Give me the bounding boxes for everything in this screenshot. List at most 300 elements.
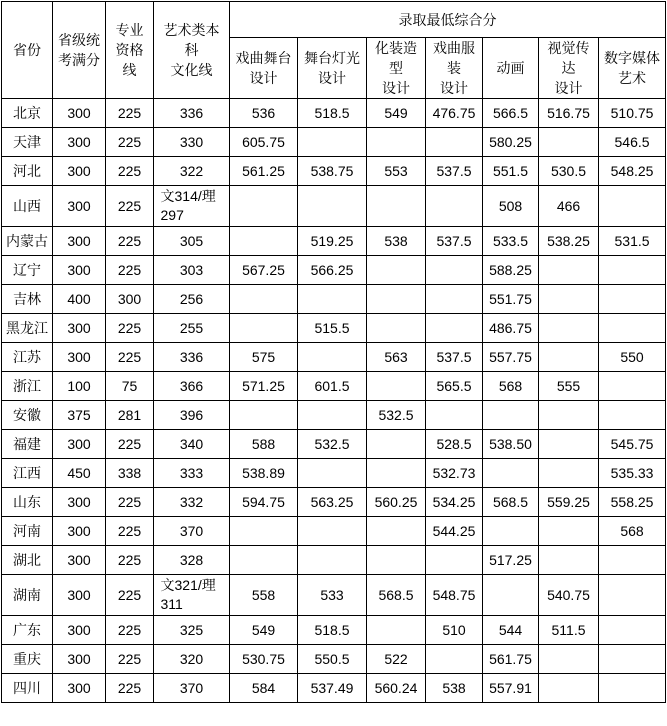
full-score-cell: [53, 186, 106, 227]
score-cell-stage-lighting-design: [298, 157, 367, 186]
score-cell-makeup-design-value: 568.5: [378, 586, 414, 603]
score-cell-digital-media-art: [599, 157, 666, 186]
culture-line-cell: [154, 285, 230, 314]
qualification-line-cell: [106, 372, 154, 401]
score-cell-animation-value: 544: [498, 621, 523, 638]
culture-line-cell: [154, 575, 230, 616]
score-cell-makeup-design: [367, 430, 426, 459]
culture-line-cell: [154, 459, 230, 488]
score-cell-opera-costume-design: [426, 674, 483, 703]
qualification-line-cell: [106, 674, 154, 703]
score-cell-makeup-design-value: 553: [384, 162, 408, 179]
score-cell-opera-stage-design: [230, 128, 298, 157]
province-cell: [2, 517, 53, 546]
score-cell-opera-stage-design-value: 575: [251, 348, 276, 365]
score-cell-opera-stage-design: [230, 285, 298, 314]
score-cell-makeup-design: [367, 343, 426, 372]
score-cell-opera-costume-design: [426, 314, 483, 343]
full-score-cell: [53, 157, 106, 186]
score-cell-digital-media-art-value: 546.5: [614, 133, 650, 150]
score-cell-opera-stage-design: [230, 488, 298, 517]
province-cell-value: 辽宁: [13, 261, 41, 278]
header-culture-line-line: 科: [184, 42, 199, 58]
score-cell-stage-lighting-design-value: 601.5: [314, 377, 350, 394]
header-major-visual-communication-design: [539, 38, 599, 99]
province-cell-value: 山西: [13, 197, 41, 214]
score-cell-opera-costume-design: [426, 430, 483, 459]
score-cell-opera-stage-design-value: 594.75: [242, 493, 285, 510]
score-cell-digital-media-art: [599, 430, 666, 459]
score-cell-visual-communication-design: [539, 372, 599, 401]
header-major-line: 艺术: [618, 70, 647, 86]
score-cell-animation-value: 557.91: [489, 679, 532, 696]
score-cell-stage-lighting-design: [298, 372, 367, 401]
province-cell: [2, 546, 53, 575]
table-row: [2, 430, 666, 459]
score-cell-opera-costume-design-value: 537.5: [436, 348, 472, 365]
header-culture-line-line: 文化线: [170, 62, 213, 78]
score-cell-stage-lighting-design-value: 537.49: [310, 679, 354, 696]
score-cell-makeup-design-value: 549: [384, 104, 408, 121]
score-cell-animation: [483, 459, 539, 488]
full-score-cell: [53, 546, 106, 575]
province-cell-value: 黑龙江: [6, 319, 48, 336]
score-cell-opera-stage-design-value: 558: [251, 586, 276, 603]
culture-line-cell-value: 255: [179, 319, 204, 336]
culture-line-cell-value: 305: [179, 232, 204, 249]
qualification-line-cell: [106, 186, 154, 227]
score-cell-opera-costume-design: [426, 186, 483, 227]
score-cell-opera-costume-design: [426, 645, 483, 674]
score-cell-opera-stage-design: [230, 575, 298, 616]
header-qualification-line-line: 资格: [115, 42, 144, 58]
culture-line-cell: [154, 157, 230, 186]
score-cell-makeup-design: [367, 674, 426, 703]
score-cell-opera-costume-design-value: 476.75: [432, 104, 476, 121]
score-cell-stage-lighting-design: [298, 99, 367, 128]
header-full-score: [53, 2, 106, 99]
qualification-line-cell-value: 281: [117, 406, 142, 423]
score-cell-visual-communication-design-value: 559.25: [547, 493, 590, 510]
table-row: [2, 645, 666, 674]
header-full-score-line: 省级统: [58, 32, 100, 48]
score-cell-visual-communication-design: [539, 674, 599, 703]
full-score-cell: [53, 256, 106, 285]
header-major-line: 设计: [249, 70, 278, 86]
province-cell: [2, 616, 53, 645]
culture-line-cell-value: 370: [179, 679, 204, 696]
score-cell-animation-value: 533.5: [492, 232, 529, 249]
province-cell: [2, 372, 53, 401]
qualification-line-cell-value: 225: [117, 493, 142, 510]
score-cell-opera-stage-design: [230, 401, 298, 430]
table-row: [2, 372, 666, 401]
score-cell-opera-stage-design: [230, 343, 298, 372]
full-score-cell-value: 400: [67, 290, 91, 307]
score-cell-opera-costume-design: [426, 128, 483, 157]
qualification-line-cell-value: 225: [117, 586, 142, 603]
score-cell-visual-communication-design: [539, 401, 599, 430]
full-score-cell: [53, 645, 106, 674]
qualification-line-cell: [106, 128, 154, 157]
score-cell-opera-stage-design-value: 530.75: [242, 650, 285, 667]
score-cell-makeup-design: [367, 488, 426, 517]
score-cell-digital-media-art: [599, 314, 666, 343]
score-cell-digital-media-art: [599, 99, 666, 128]
qualification-line-cell: [106, 256, 154, 285]
score-cell-stage-lighting-design-value: 550.5: [314, 650, 350, 667]
province-cell-value: 天津: [13, 133, 41, 150]
score-cell-makeup-design-value: 522: [384, 650, 408, 667]
score-cell-visual-communication-design-value: 555: [556, 377, 581, 394]
score-cell-visual-communication-design: [539, 314, 599, 343]
score-cell-stage-lighting-design: [298, 674, 367, 703]
score-cell-animation: [483, 401, 539, 430]
header-province: [2, 2, 53, 99]
qualification-line-cell-value: 225: [117, 261, 142, 278]
score-cell-opera-costume-design-value: 537.5: [436, 162, 472, 179]
qualification-line-cell-value: 225: [117, 133, 142, 150]
province-cell-value: 山东: [13, 493, 41, 510]
culture-line-cell: [154, 488, 230, 517]
culture-line-cell-value: 文314/理297: [160, 188, 216, 223]
score-cell-stage-lighting-design-value: 519.25: [310, 232, 354, 249]
score-cell-opera-costume-design: [426, 372, 483, 401]
score-cell-opera-costume-design: [426, 227, 483, 256]
table-row: [2, 157, 666, 186]
header-province-label: 省份: [13, 42, 41, 58]
culture-line-cell-value: 322: [179, 162, 204, 179]
score-cell-stage-lighting-design: [298, 128, 367, 157]
score-cell-animation: [483, 256, 539, 285]
score-cell-animation-value: 580.25: [489, 133, 532, 150]
score-cell-animation-value: 486.75: [489, 319, 532, 336]
score-cell-digital-media-art: [599, 285, 666, 314]
qualification-line-cell: [106, 314, 154, 343]
score-cell-stage-lighting-design-value: 518.5: [314, 104, 350, 121]
score-cell-makeup-design: [367, 372, 426, 401]
score-cell-visual-communication-design: [539, 546, 599, 575]
score-cell-stage-lighting-design-value: 518.5: [314, 621, 350, 638]
culture-line-cell-value: 330: [179, 133, 204, 150]
qualification-line-cell: [106, 227, 154, 256]
score-cell-makeup-design: [367, 459, 426, 488]
qualification-line-cell-value: 75: [121, 377, 138, 394]
culture-line-cell-value: 325: [179, 621, 204, 638]
score-cell-visual-communication-design-value: 538.25: [547, 232, 590, 249]
qualification-line-cell-value: 225: [117, 679, 142, 696]
full-score-cell: [53, 488, 106, 517]
score-cell-digital-media-art: [599, 401, 666, 430]
table-row: [2, 546, 666, 575]
score-cell-opera-costume-design: [426, 256, 483, 285]
province-cell-value: 广东: [13, 621, 41, 638]
score-cell-opera-costume-design: [426, 401, 483, 430]
province-cell-value: 北京: [13, 104, 41, 121]
score-cell-visual-communication-design-value: 530.5: [550, 162, 587, 179]
qualification-line-cell-value: 225: [117, 319, 142, 336]
score-cell-makeup-design-value: 560.24: [374, 679, 418, 696]
table-row: [2, 674, 666, 703]
score-cell-animation-value: 568.5: [492, 493, 529, 510]
province-cell: [2, 674, 53, 703]
score-cell-stage-lighting-design: [298, 227, 367, 256]
header-major-line: 设计: [382, 80, 410, 96]
score-cell-opera-stage-design: [230, 546, 298, 575]
qualification-line-cell: [106, 285, 154, 314]
qualification-line-cell-value: 225: [117, 551, 142, 568]
score-cell-animation-value: 551.5: [492, 162, 529, 179]
score-cell-makeup-design: [367, 401, 426, 430]
score-cell-stage-lighting-design: [298, 575, 367, 616]
qualification-line-cell-value: 300: [117, 290, 142, 307]
table-row: [2, 575, 666, 616]
score-cell-opera-stage-design: [230, 616, 298, 645]
score-cell-digital-media-art: [599, 256, 666, 285]
score-cell-digital-media-art: [599, 186, 666, 227]
table-row: [2, 459, 666, 488]
score-cell-visual-communication-design-value: 466: [556, 197, 581, 214]
score-cell-animation: [483, 517, 539, 546]
full-score-cell-value: 300: [67, 435, 91, 452]
culture-line-cell-value: 328: [179, 551, 204, 568]
header-major-line: 达: [561, 60, 576, 76]
culture-line-cell: [154, 674, 230, 703]
score-cell-opera-costume-design-value: 537.5: [436, 232, 472, 249]
culture-line-cell-value: 256: [179, 290, 204, 307]
table-row: [2, 227, 666, 256]
score-cell-digital-media-art: [599, 343, 666, 372]
score-cell-animation: [483, 645, 539, 674]
header-major-line: 数字媒体: [604, 50, 661, 66]
score-cell-digital-media-art-value: 558.25: [610, 493, 654, 510]
header-major-digital-media-art: [599, 38, 666, 99]
score-cell-opera-stage-design-value: 538.89: [242, 464, 285, 481]
qualification-line-cell-value: 225: [117, 104, 142, 121]
province-cell-value: 江西: [13, 464, 41, 481]
score-cell-opera-costume-design-value: 532.73: [432, 464, 476, 481]
province-cell: [2, 575, 53, 616]
score-cell-opera-costume-design-value: 510: [442, 621, 466, 638]
full-score-cell-value: 300: [67, 104, 91, 121]
culture-line-cell-value: 370: [179, 522, 204, 539]
score-cell-animation-value: 568: [498, 377, 523, 394]
score-cell-stage-lighting-design: [298, 314, 367, 343]
header-row-top: [2, 2, 666, 38]
province-cell: [2, 488, 53, 517]
full-score-cell: [53, 128, 106, 157]
qualification-line-cell: [106, 430, 154, 459]
score-cell-opera-stage-design-value: 567.25: [242, 261, 285, 278]
score-cell-opera-stage-design-value: 584: [251, 679, 276, 696]
score-cell-animation-value: 566.5: [492, 104, 529, 121]
header-major-line: 舞台灯光: [304, 50, 360, 66]
score-cell-makeup-design: [367, 645, 426, 674]
full-score-cell-value: 300: [67, 162, 91, 179]
culture-line-cell-value: 333: [179, 464, 204, 481]
province-cell-value: 重庆: [13, 650, 41, 667]
score-cell-makeup-design-value: 560.25: [374, 493, 418, 510]
province-cell-value: 湖南: [13, 586, 41, 603]
full-score-cell-value: 300: [67, 679, 91, 696]
score-cell-digital-media-art: [599, 517, 666, 546]
score-cell-animation: [483, 314, 539, 343]
table-row: [2, 488, 666, 517]
score-cell-digital-media-art: [599, 227, 666, 256]
score-cell-animation: [483, 488, 539, 517]
culture-line-cell-value: 336: [179, 348, 204, 365]
culture-line-cell-value: 文321/理311: [160, 577, 216, 612]
score-cell-visual-communication-design: [539, 488, 599, 517]
score-cell-animation-value: 557.75: [489, 348, 532, 365]
header-major-makeup-design: [367, 38, 426, 99]
score-cell-animation-value: 508: [498, 197, 523, 214]
full-score-cell-value: 300: [67, 319, 91, 336]
score-cell-digital-media-art: [599, 128, 666, 157]
full-score-cell-value: 300: [67, 133, 91, 150]
score-cell-visual-communication-design: [539, 575, 599, 616]
score-cell-makeup-design: [367, 157, 426, 186]
qualification-line-cell-value: 225: [117, 348, 142, 365]
score-cell-stage-lighting-design-value: 538.75: [310, 162, 354, 179]
score-cell-visual-communication-design-value: 511.5: [551, 621, 586, 638]
score-cell-opera-costume-design: [426, 575, 483, 616]
header-major-line: 设计: [318, 70, 346, 86]
province-cell: [2, 99, 53, 128]
full-score-cell-value: 300: [67, 522, 91, 539]
qualification-line-cell: [106, 575, 154, 616]
score-cell-digital-media-art-value: 531.5: [614, 232, 650, 249]
score-cell-animation: [483, 186, 539, 227]
score-cell-opera-stage-design-value: 549: [251, 621, 276, 638]
header-major-line: 动画: [496, 60, 525, 76]
province-cell-value: 江苏: [13, 348, 41, 365]
header-major-animation: [483, 38, 539, 99]
header-major-line: 戏曲服: [433, 40, 475, 56]
full-score-cell-value: 300: [67, 650, 91, 667]
score-cell-animation: [483, 99, 539, 128]
score-cell-visual-communication-design-value: 540.75: [547, 586, 590, 603]
score-cell-animation: [483, 430, 539, 459]
province-cell: [2, 459, 53, 488]
admission-score-table: [1, 1, 666, 703]
score-cell-makeup-design: [367, 546, 426, 575]
score-cell-stage-lighting-design: [298, 285, 367, 314]
score-cell-visual-communication-design: [539, 99, 599, 128]
full-score-cell: [53, 616, 106, 645]
score-cell-stage-lighting-design: [298, 343, 367, 372]
score-cell-visual-communication-design: [539, 343, 599, 372]
culture-line-cell: [154, 517, 230, 546]
culture-line-cell: [154, 343, 230, 372]
table-row: [2, 401, 666, 430]
qualification-line-cell: [106, 343, 154, 372]
culture-line-cell-value: 340: [179, 435, 204, 452]
score-cell-digital-media-art: [599, 459, 666, 488]
score-cell-opera-costume-design: [426, 157, 483, 186]
score-cell-visual-communication-design: [539, 186, 599, 227]
full-score-cell: [53, 459, 106, 488]
culture-line-cell-value: 303: [179, 261, 204, 278]
province-cell: [2, 645, 53, 674]
score-cell-makeup-design-value: 538: [384, 232, 408, 249]
score-cell-opera-stage-design: [230, 314, 298, 343]
qualification-line-cell: [106, 616, 154, 645]
score-cell-stage-lighting-design: [298, 459, 367, 488]
score-cell-animation: [483, 372, 539, 401]
score-cell-visual-communication-design: [539, 459, 599, 488]
header-culture-line: [154, 2, 230, 99]
score-cell-stage-lighting-design-value: 566.25: [310, 261, 354, 278]
province-cell: [2, 343, 53, 372]
qualification-line-cell-value: 338: [117, 464, 142, 481]
score-cell-opera-stage-design: [230, 645, 298, 674]
score-cell-opera-costume-design: [426, 99, 483, 128]
qualification-line-cell-value: 225: [117, 621, 142, 638]
qualification-line-cell-value: 225: [117, 522, 142, 539]
score-cell-opera-stage-design: [230, 256, 298, 285]
score-cell-opera-stage-design-value: 571.25: [242, 377, 285, 394]
culture-line-cell: [154, 401, 230, 430]
score-cell-stage-lighting-design-value: 532.5: [314, 435, 350, 452]
table-header: [2, 2, 666, 99]
score-cell-stage-lighting-design-value: 533: [320, 586, 344, 603]
province-cell-value: 内蒙古: [6, 232, 48, 249]
table-row: [2, 285, 666, 314]
score-cell-makeup-design: [367, 128, 426, 157]
score-cell-animation: [483, 546, 539, 575]
province-cell: [2, 430, 53, 459]
header-full-score-line: 考满分: [58, 52, 100, 68]
culture-line-cell: [154, 372, 230, 401]
full-score-cell-value: 300: [67, 551, 91, 568]
score-cell-visual-communication-design: [539, 256, 599, 285]
score-cell-animation: [483, 343, 539, 372]
qualification-line-cell: [106, 488, 154, 517]
score-cell-makeup-design: [367, 285, 426, 314]
score-cell-digital-media-art-value: 550: [620, 348, 644, 365]
culture-line-cell: [154, 99, 230, 128]
qualification-line-cell-value: 225: [117, 650, 142, 667]
score-cell-stage-lighting-design: [298, 256, 367, 285]
culture-line-cell-value: 332: [179, 493, 204, 510]
province-cell: [2, 401, 53, 430]
full-score-cell-value: 375: [67, 406, 91, 423]
score-cell-opera-stage-design: [230, 430, 298, 459]
qualification-line-cell: [106, 546, 154, 575]
header-major-line: 化装造: [375, 40, 417, 56]
full-score-cell-value: 300: [67, 586, 91, 603]
culture-line-cell: [154, 314, 230, 343]
score-cell-opera-stage-design-value: 588: [251, 435, 276, 452]
full-score-cell: [53, 674, 106, 703]
score-cell-digital-media-art: [599, 575, 666, 616]
culture-line-cell: [154, 186, 230, 227]
province-cell-value: 河北: [13, 162, 41, 179]
province-cell-value: 吉林: [13, 290, 41, 307]
score-cell-opera-costume-design-value: 534.25: [432, 493, 476, 510]
full-score-cell-value: 300: [67, 621, 91, 638]
table-row: [2, 314, 666, 343]
header-major-line: 戏曲舞台: [235, 50, 292, 66]
score-cell-stage-lighting-design-value: 563.25: [310, 493, 354, 510]
qualification-line-cell: [106, 99, 154, 128]
score-cell-makeup-design: [367, 575, 426, 616]
full-score-cell: [53, 314, 106, 343]
header-qualification-line-line: 专业: [115, 22, 144, 38]
full-score-cell: [53, 401, 106, 430]
score-cell-opera-costume-design-value: 565.5: [436, 377, 472, 394]
